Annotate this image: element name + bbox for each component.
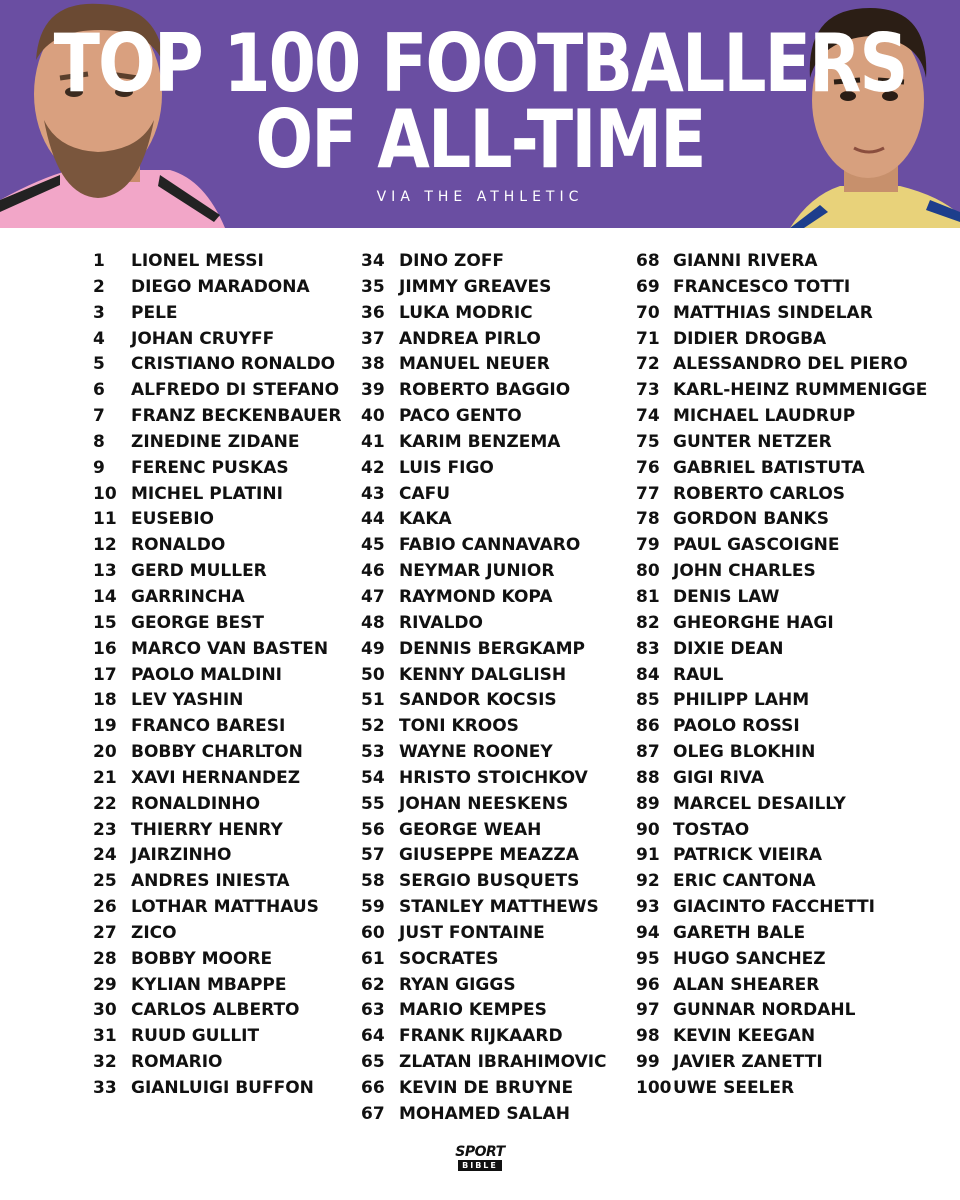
rank-number: 50 — [361, 664, 385, 685]
rank-number: 35 — [361, 276, 385, 297]
player-name: GIACINTO FACCHETTI — [673, 897, 875, 918]
player-name: MICHAEL LAUDRUP — [673, 406, 856, 427]
player-name: TOSTAO — [673, 819, 750, 840]
player-name: ROBERTO CARLOS — [673, 483, 846, 504]
rank-number: 75 — [636, 431, 660, 452]
player-name: ROMARIO — [131, 1052, 223, 1073]
rank-number: 58 — [361, 871, 385, 892]
player-name: GHEORGHE HAGI — [673, 612, 834, 633]
rank-number: 27 — [93, 922, 117, 943]
player-name: JOHN CHARLES — [673, 561, 816, 582]
player-name: DENNIS BERGKAMP — [399, 638, 585, 659]
player-name: CARLOS ALBERTO — [131, 1000, 300, 1021]
rank-number: 33 — [93, 1078, 117, 1098]
rank-number: 89 — [636, 793, 660, 814]
rank-number: 91 — [636, 845, 660, 866]
player-name: DENIS LAW — [673, 586, 780, 607]
rank-number: 73 — [636, 380, 660, 401]
player-name: PACO GENTO — [399, 406, 522, 427]
rank-number: 79 — [636, 535, 660, 556]
player-name: MANUEL NEUER — [399, 354, 550, 375]
player-name: PAOLO ROSSI — [673, 716, 800, 737]
rank-number: 12 — [93, 535, 117, 556]
player-name: GARETH BALE — [673, 922, 806, 943]
rank-number: 7 — [93, 406, 105, 427]
player-name: MARIO KEMPES — [399, 1000, 547, 1021]
player-name: JAIRZINHO — [131, 845, 232, 866]
rank-number: 44 — [361, 509, 385, 530]
player-name: BOBBY CHARLTON — [131, 742, 303, 763]
player-name: ALFREDO DI STEFANO — [131, 380, 340, 401]
rank-number: 48 — [361, 612, 385, 633]
rank-number: 28 — [93, 948, 117, 969]
player-name: GORDON BANKS — [673, 509, 829, 530]
player-name: LOTHAR MATTHAUS — [131, 897, 319, 918]
rank-number: 76 — [636, 457, 660, 478]
player-name: OLEG BLOKHIN — [673, 742, 816, 763]
player-name: GUNNAR NORDAHL — [673, 1000, 856, 1021]
player-name: MATTHIAS SINDELAR — [673, 302, 873, 323]
rank-number: 84 — [636, 664, 660, 685]
rank-number: 16 — [93, 638, 117, 659]
rank-number: 51 — [361, 690, 385, 711]
rank-number: 94 — [636, 922, 660, 943]
player-name: MARCO VAN BASTEN — [131, 638, 329, 659]
player-name: MICHEL PLATINI — [131, 483, 283, 504]
rank-number: 19 — [93, 716, 117, 737]
player-name: GERD MULLER — [131, 561, 267, 582]
rank-number: 29 — [93, 974, 117, 995]
player-name: FRANCO BARESI — [131, 716, 286, 737]
player-name: JAVIER ZANETTI — [673, 1052, 823, 1073]
player-name: LEV YASHIN — [131, 690, 244, 711]
player-name: PAUL GASCOIGNE — [673, 535, 840, 556]
rank-number: 41 — [361, 431, 385, 452]
rank-number: 98 — [636, 1026, 660, 1047]
rank-number: 20 — [93, 742, 117, 763]
rank-number: 100 — [636, 1078, 672, 1098]
player-name: JOHAN CRUYFF — [131, 328, 275, 349]
rank-number: 85 — [636, 690, 660, 711]
rank-number: 9 — [93, 457, 105, 478]
player-name: NEYMAR JUNIOR — [399, 561, 555, 582]
player-name: DIEGO MARADONA — [131, 276, 310, 297]
header-banner — [0, 0, 960, 228]
player-name: GEORGE WEAH — [399, 819, 542, 840]
player-name: LIONEL MESSI — [131, 251, 264, 271]
rank-number: 63 — [361, 1000, 385, 1021]
player-name: FRANCESCO TOTTI — [673, 276, 851, 297]
rank-number: 83 — [636, 638, 660, 659]
player-name: PELE — [131, 302, 178, 323]
logo-sport-text: SPORT — [455, 1144, 505, 1160]
player-name: EUSEBIO — [131, 509, 215, 530]
player-name: RAYMOND KOPA — [399, 586, 553, 607]
rank-number: 18 — [93, 690, 117, 711]
rank-number: 21 — [93, 767, 117, 788]
rank-number: 8 — [93, 431, 105, 452]
rank-number: 55 — [361, 793, 385, 814]
rank-number: 49 — [361, 638, 385, 659]
rank-number: 93 — [636, 897, 660, 918]
player-name: KENNY DALGLISH — [399, 664, 567, 685]
player-name: RYAN GIGGS — [399, 974, 516, 995]
player-name: PHILIPP LAHM — [673, 690, 810, 711]
player-name: GUNTER NETZER — [673, 431, 832, 452]
player-name: GEORGE BEST — [131, 612, 265, 633]
rank-number: 77 — [636, 483, 660, 504]
sportbible-logo — [455, 1144, 505, 1174]
rank-number: 92 — [636, 871, 660, 892]
rank-number: 26 — [93, 897, 117, 918]
rank-number: 36 — [361, 302, 385, 323]
player-name: CRISTIANO RONALDO — [131, 354, 336, 375]
player-name: RUUD GULLIT — [131, 1026, 260, 1047]
rank-number: 74 — [636, 406, 660, 427]
player-name: JIMMY GREAVES — [399, 276, 552, 297]
player-name: JUST FONTAINE — [399, 922, 545, 943]
rank-number: 10 — [93, 483, 117, 504]
player-name: PATRICK VIEIRA — [673, 845, 822, 866]
rank-number: 13 — [93, 561, 117, 582]
player-name: GIANLUIGI BUFFON — [131, 1078, 314, 1098]
player-name: SOCRATES — [399, 948, 499, 969]
player-name: STANLEY MATTHEWS — [399, 897, 599, 918]
rank-number: 86 — [636, 716, 660, 737]
rank-number: 70 — [636, 302, 660, 323]
rank-number: 97 — [636, 1000, 660, 1021]
rank-number: 99 — [636, 1052, 660, 1073]
rank-number: 59 — [361, 897, 385, 918]
rank-number: 81 — [636, 586, 660, 607]
rank-number: 82 — [636, 612, 660, 633]
player-name: KYLIAN MBAPPE — [131, 974, 287, 995]
rank-number: 3 — [93, 302, 105, 323]
rank-number: 14 — [93, 586, 117, 607]
rank-number: 87 — [636, 742, 660, 763]
rank-number: 80 — [636, 561, 660, 582]
player-name: FERENC PUSKAS — [131, 457, 289, 478]
player-name: FRANK RIJKAARD — [399, 1026, 563, 1047]
player-name: GABRIEL BATISTUTA — [673, 457, 865, 478]
player-name: ALESSANDRO DEL PIERO — [673, 354, 908, 375]
player-name: TONI KROOS — [399, 716, 519, 737]
player-name: DIXIE DEAN — [673, 638, 784, 659]
player-name: WAYNE ROONEY — [399, 742, 553, 763]
rank-number: 62 — [361, 974, 385, 995]
rank-number: 88 — [636, 767, 660, 788]
rank-number: 60 — [361, 922, 385, 943]
player-name: KARIM BENZEMA — [399, 431, 561, 452]
rank-number: 38 — [361, 354, 385, 375]
rank-number: 53 — [361, 742, 385, 763]
page-title-line-1: TOP 100 FOOTBALLERS — [53, 17, 907, 112]
rank-number: 30 — [93, 1000, 117, 1021]
player-name: RIVALDO — [399, 612, 483, 633]
player-name: GIGI RIVA — [673, 767, 765, 788]
player-name: ERIC CANTONA — [673, 871, 816, 892]
player-name: XAVI HERNANDEZ — [131, 767, 301, 788]
rank-number: 67 — [361, 1103, 385, 1124]
rank-number: 4 — [93, 328, 105, 349]
rank-number: 56 — [361, 819, 385, 840]
logo-bible-text: BIBLE — [458, 1160, 502, 1171]
player-name: GIANNI RIVERA — [673, 251, 818, 271]
page-subtitle: VIA THE ATHLETIC — [376, 189, 584, 205]
rank-number: 57 — [361, 845, 385, 866]
player-name: ZLATAN IBRAHIMOVIC — [399, 1052, 607, 1073]
rank-number: 95 — [636, 948, 660, 969]
rank-number: 69 — [636, 276, 660, 297]
rank-number: 90 — [636, 819, 660, 840]
rank-number: 78 — [636, 509, 660, 530]
rank-number: 54 — [361, 767, 385, 788]
rank-number: 72 — [636, 354, 660, 375]
rank-number: 52 — [361, 716, 385, 737]
player-name: ZINEDINE ZIDANE — [131, 431, 300, 452]
player-name: GARRINCHA — [131, 586, 245, 607]
rank-number: 66 — [361, 1078, 385, 1098]
rank-number: 23 — [93, 819, 117, 840]
player-name: KEVIN DE BRUYNE — [399, 1078, 574, 1098]
rank-number: 11 — [93, 509, 117, 530]
rank-number: 47 — [361, 586, 385, 607]
rank-number: 45 — [361, 535, 385, 556]
player-name: LUKA MODRIC — [399, 302, 533, 323]
player-name: RONALDINHO — [131, 793, 261, 814]
player-name: FRANZ BECKENBAUER — [131, 406, 342, 427]
player-name: UWE SEELER — [673, 1078, 795, 1098]
player-name: MOHAMED SALAH — [399, 1103, 570, 1124]
rank-number: 64 — [361, 1026, 385, 1047]
player-name: PAOLO MALDINI — [131, 664, 282, 685]
rank-number: 65 — [361, 1052, 385, 1073]
player-name: ZICO — [131, 922, 177, 943]
player-name: ANDREA PIRLO — [399, 328, 541, 349]
rank-number: 6 — [93, 380, 105, 401]
player-name: RAUL — [673, 664, 724, 685]
rank-number: 24 — [93, 845, 117, 866]
player-name: FABIO CANNAVARO — [399, 535, 581, 556]
player-name: ANDRES INIESTA — [131, 871, 290, 892]
rank-number: 17 — [93, 664, 117, 685]
player-name: ROBERTO BAGGIO — [399, 380, 571, 401]
player-name: KEVIN KEEGAN — [673, 1026, 816, 1047]
rank-number: 37 — [361, 328, 385, 349]
rank-number: 42 — [361, 457, 385, 478]
player-name: DIDIER DROGBA — [673, 328, 827, 349]
rank-number: 46 — [361, 561, 385, 582]
rank-number: 39 — [361, 380, 385, 401]
rank-number: 25 — [93, 871, 117, 892]
player-name: CAFU — [399, 483, 451, 504]
player-name: LUIS FIGO — [399, 457, 494, 478]
player-name: KAKA — [399, 509, 452, 530]
rank-number: 15 — [93, 612, 117, 633]
rank-number: 40 — [361, 406, 385, 427]
player-name: KARL-HEINZ RUMMENIGGE — [673, 380, 928, 401]
rank-number: 96 — [636, 974, 660, 995]
rank-number: 2 — [93, 276, 105, 297]
rank-number: 31 — [93, 1026, 117, 1047]
player-name: THIERRY HENRY — [131, 819, 283, 840]
rank-number: 22 — [93, 793, 117, 814]
rank-number: 32 — [93, 1052, 117, 1073]
player-name: DINO ZOFF — [399, 251, 505, 271]
rank-number: 68 — [636, 251, 660, 271]
player-name: MARCEL DESAILLY — [673, 793, 846, 814]
rank-number: 43 — [361, 483, 385, 504]
player-name: ALAN SHEARER — [673, 974, 820, 995]
player-name: HUGO SANCHEZ — [673, 948, 826, 969]
player-name: SERGIO BUSQUETS — [399, 871, 580, 892]
player-name: SANDOR KOCSIS — [399, 690, 557, 711]
rank-number: 1 — [93, 251, 105, 271]
rank-number: 71 — [636, 328, 660, 349]
rank-number: 5 — [93, 354, 105, 375]
player-name: JOHAN NEESKENS — [399, 793, 569, 814]
player-name: GIUSEPPE MEAZZA — [399, 845, 579, 866]
player-name: RONALDO — [131, 535, 226, 556]
player-name: BOBBY MOORE — [131, 948, 273, 969]
page-title-line-2: OF ALL-TIME — [255, 93, 705, 188]
player-name: HRISTO STOICHKOV — [399, 767, 588, 788]
rank-number: 61 — [361, 948, 385, 969]
rank-number: 34 — [361, 251, 385, 271]
